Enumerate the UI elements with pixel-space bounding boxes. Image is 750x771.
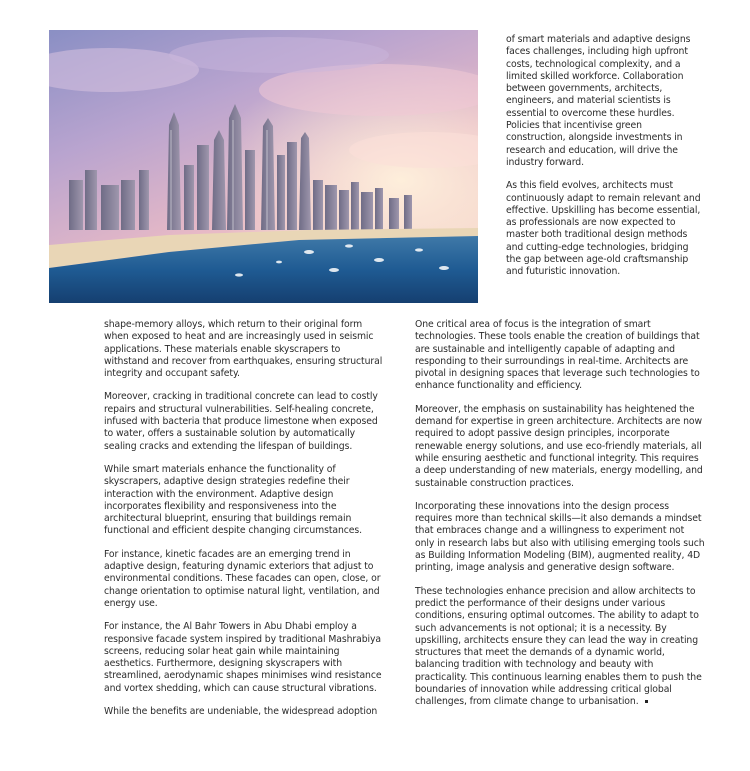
dubai-marina-skyline-photo <box>49 30 478 303</box>
paragraph: While the benefits are undeniable, the widespread adoption <box>104 706 378 718</box>
paragraph: Moreover, the emphasis on sustainability has heightened the demand for expertise in green architecture. Architects are now required to adopt passive design principles, incorporate renewable energy solutions, and use eco-friendly materials, all while ensuring aesthetic and functional integrity. This requires a deep understanding of new materials, energy modelling, and sustainable construction practices. <box>415 403 703 489</box>
article-column-top <box>506 34 704 290</box>
paragraph: of smart materials and adaptive designs faces challenges, including high upfront costs, technological complexity, and a limited skilled workforce. Collaboration between governments, architects, engineers, and material scientists is essential to overcome these hurdles. Policies that incentivise green construction, alongside investments in research and education, will drive the industry forward. <box>506 34 691 168</box>
end-of-article-mark <box>645 700 648 703</box>
article-column-right <box>415 319 706 720</box>
paragraph-text: These technologies enhance precision and allow architects to predict the performance of their designs under various conditions, ensuring optimal outcomes. The ability to adapt to such advancements is not optional; it is a necessity. By upskilling, architects ensure they can lead the way in creating structures that meet the demands of a dynamic world, balancing tradition with technology and beauty with practicality. This continuous learning enables them to push the boundaries of innovation while addressing critical global challenges, from climate change to urbanisation. <box>415 585 702 708</box>
paragraph: Incorporating these innovations into the design process requires more than technical skills—it also demands a mindset that embraces change and a willingness to experiment not only in research labs but also with utilising emerging tools such as Building Information Modeling (BIM), augmented reality, 4D printing, image analysis and generative design software. <box>415 500 705 574</box>
paragraph: For instance, kinetic facades are an emerging trend in adaptive design, featuring dynamic exteriors that adjust to environmental conditions. These facades can open, close, or change orientation to optimise natural light, ventilation, and energy use. <box>104 548 381 609</box>
paragraph: While smart materials enhance the functionality of skyscrapers, adaptive design strategies redefine their interaction with the environment. Adaptive design incorporates flexibility and responsiveness into the architectural blueprint, ensuring that buildings remain functional and efficient despite changing circumstances. <box>104 463 362 537</box>
paragraph: One critical area of focus is the integration of smart technologies. These tools enable the creation of buildings that are sustainable and intelligently capable of adapting and responding to their surroundings in real-time. Architects are pivotal in designing spaces that leverage such technologies to enhance functionality and efficiency. <box>415 319 700 392</box>
paragraph: shape-memory alloys, which return to their original form when exposed to heat and are increasingly used in seismic applications. These materials enable skyscrapers to withstand and recover from earthquakes, ensuring structural integrity and occupant safety. <box>104 319 383 380</box>
paragraph: As this field evolves, architects must continuously adapt to remain relevant and effective. Upskilling has become essential, as professionals are now expected to master both traditional design methods and cutting-edge technologies, bridging the gap between age-old craftsmanship and futuristic innovation. <box>506 180 701 278</box>
paragraph: Moreover, cracking in traditional concrete can lead to costly repairs and structural vulnerabilities. Self-healing concrete, infused with bacteria that produce limestone when exposed to water, offers a sustainable solution by automatically sealing cracks and extending the lifespan of buildings. <box>104 391 378 452</box>
paragraph: For instance, the Al Bahr Towers in Abu Dhabi employ a responsive facade system inspired by traditional Mashrabiya screens, reducing solar heat gain while maintaining aesthetics. Furthermore, designing skyscrapers with streamlined, aerodynamic shapes minimises wind resistance and vortex shedding, which can cause structural vibrations. <box>104 621 382 694</box>
article-column-left <box>104 319 386 729</box>
paragraph <box>415 586 706 709</box>
